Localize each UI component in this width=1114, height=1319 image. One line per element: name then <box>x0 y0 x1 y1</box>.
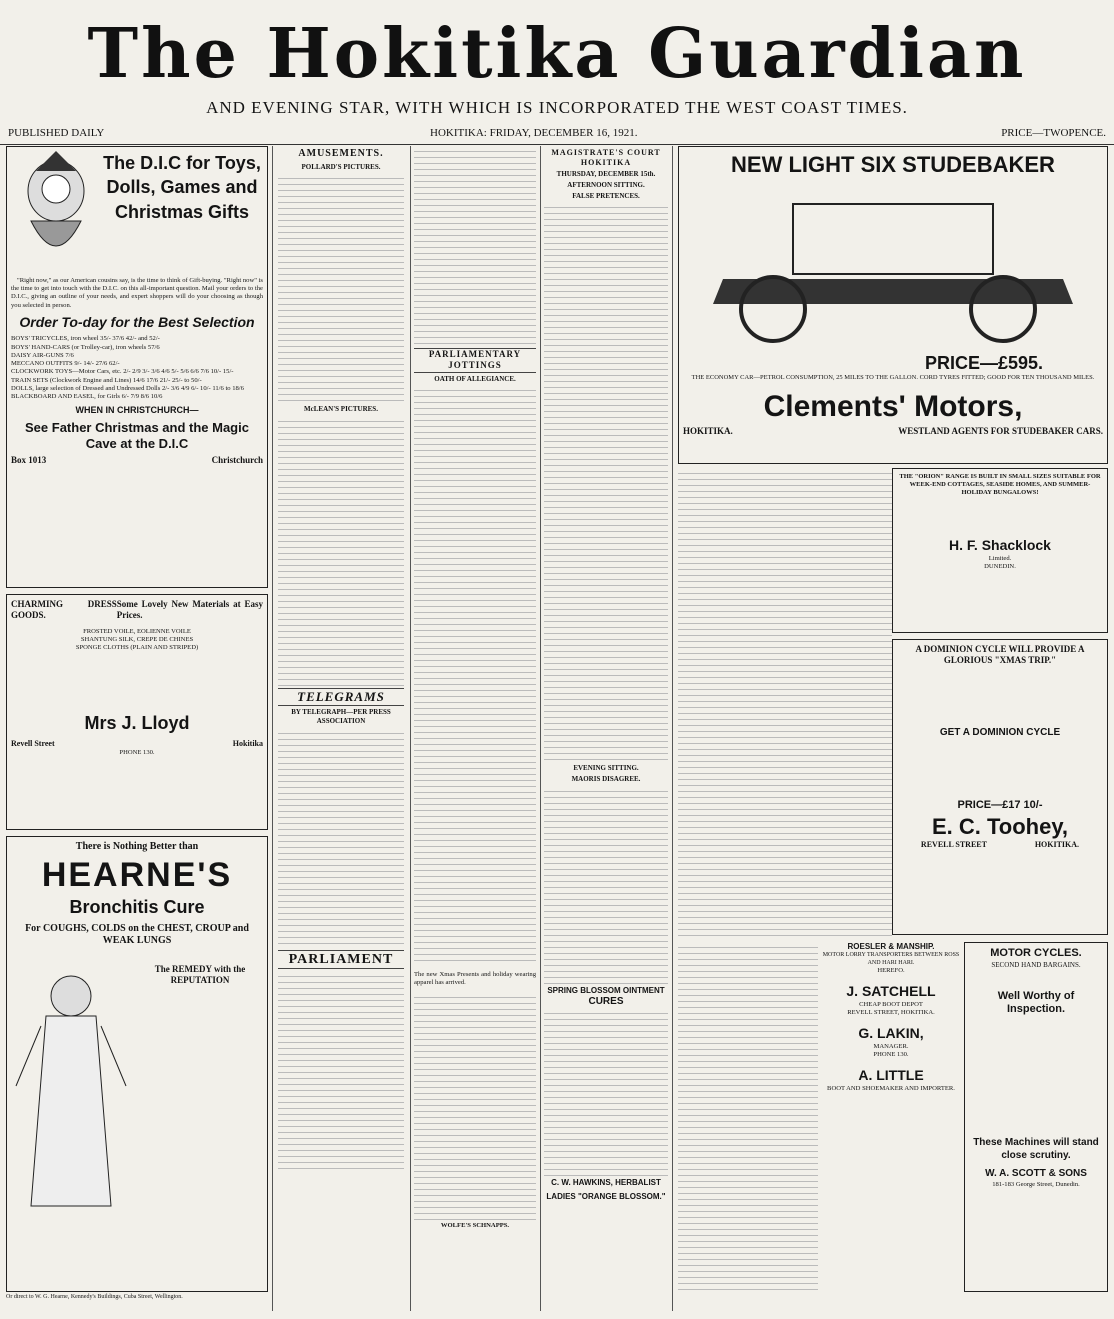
lakin-role: MANAGER. <box>873 1042 909 1050</box>
car-illustration-icon <box>683 179 1103 349</box>
lloyd-line: SHANTUNG SILK, CREPE DE CHINES <box>80 635 194 643</box>
satchell-street: REVELL STREET, HOKITIKA. <box>847 1008 935 1016</box>
article-text <box>278 971 404 1171</box>
dic-intro: "Right now," as our American cousins say, is the time to think of Gift-buying. "Right now" is the time to get into touch with the D.I.C. on this all-important question. Mail your orders to the D.I.C., giving an outline of your needs, and expert shoppers will do your choosing as though you selected in person. <box>11 277 263 309</box>
satchell-name: J. SATCHELL <box>846 983 936 1000</box>
lakin-name: G. LAKIN, <box>858 1025 924 1042</box>
price: PRICE—TWOPENCE. <box>1001 127 1106 139</box>
court-day: THURSDAY, DECEMBER 15th. <box>556 170 656 178</box>
dateline <box>0 124 1114 145</box>
column-1 <box>6 146 268 1311</box>
dic-item: TRAIN SETS (Clockwork Engine and Lines) 14/6 17/6 21/- 25/- to 50/- <box>11 376 202 384</box>
angel-figure-icon <box>11 956 131 1216</box>
roesler-sub: MOTOR LORRY TRANSPORTERS BETWEEN ROSS AND HARI HARI. <box>822 952 960 966</box>
dic-item: BLACKBOARD AND EASEL, for Girls 6/- 7/9 8/6 10/6 <box>11 393 163 401</box>
lloyd-name: Mrs J. Lloyd <box>84 713 190 734</box>
satchell-line: CHEAP BOOT DEPOT <box>859 1000 923 1008</box>
article-text <box>544 1008 668 1178</box>
hearne-for: For COUGHS, COLDS on the CHEST, CROUP and WEAK LUNGS <box>25 922 249 946</box>
shacklock-and-dominion <box>892 468 1108 938</box>
article-text <box>544 202 668 762</box>
dealer-agents: WESTLAND AGENTS FOR STUDEBAKER CARS. <box>898 425 1103 436</box>
hearne-lead: There is Nothing Better than <box>75 841 199 852</box>
roesler-place: HEREFO. <box>877 967 905 974</box>
column-4 <box>544 146 668 1311</box>
hearne-name: HEARNE'S <box>41 855 233 894</box>
cycles-these: These Machines will stand close scrutiny. <box>973 1137 1099 1161</box>
column-rule <box>540 146 541 1311</box>
lloyd-street: Revell Street <box>11 738 55 748</box>
shacklock-ltd: Limited. <box>988 554 1012 562</box>
masthead <box>0 0 1114 120</box>
column-rule <box>410 146 411 1311</box>
dominion-advert <box>892 639 1108 935</box>
article-text <box>678 468 892 938</box>
scott-name: W. A. SCOTT & SONS <box>985 1168 1087 1179</box>
cycles-head: MOTOR CYCLES. <box>990 947 1082 959</box>
column-3 <box>414 146 536 1311</box>
dic-header <box>11 151 263 271</box>
orange-blossom: LADIES "ORANGE BLOSSOM." <box>546 1192 666 1202</box>
xmas-notice: The new Xmas Presents and holiday wearing apparel has arrived. <box>414 971 536 987</box>
false-pretences: FALSE PRETENCES. <box>572 191 640 200</box>
maoris-disagree: MAORIS DISAGREE. <box>571 775 641 783</box>
evening-sitting: EVENING SITTING. <box>573 764 639 773</box>
dic-city: Christchurch <box>211 455 263 466</box>
middle-row <box>678 468 1108 938</box>
cycles-inspect: Well Worthy of Inspection. <box>997 989 1075 1016</box>
dominion-head: A DOMINION CYCLE WILL PROVIDE A GLORIOUS "XMAS TRIP." <box>915 644 1085 666</box>
shacklock-name: H. F. Shacklock <box>949 537 1051 554</box>
amusements-heading: AMUSEMENTS. <box>298 148 384 159</box>
published-daily: PUBLISHED DAILY <box>8 127 105 139</box>
studebaker-price: PRICE—£595. <box>924 352 1043 373</box>
dealer-name: Clements' Motors, <box>763 390 1023 424</box>
dic-item: DAISY AIR-GUNS 7/6 <box>11 351 74 359</box>
little-role: BOOT AND SHOEMAKER AND IMPORTER. <box>827 1084 955 1092</box>
local-ads <box>818 942 964 1292</box>
pollards-heading: POLLARD'S PICTURES. <box>301 162 381 171</box>
column-2 <box>278 146 404 1311</box>
studebaker-note: THE ECONOMY CAR—PETROL CONSUMPTION, 25 MILES TO THE GALLON. CORD TYRES FITTED; GOOD FOR TEN THOUSAND MILES. <box>691 374 1095 382</box>
toohey-town: HOKITIKA. <box>1034 840 1080 850</box>
lloyd-line: FROSTED VOILE, EOLIENNE VOILE <box>83 627 191 635</box>
lloyd-tag: Some Lovely New Materials at Easy Prices. <box>116 599 263 621</box>
column-5 <box>678 146 1108 1311</box>
dominion-price: PRICE—£17 10/- <box>957 799 1043 811</box>
issue-date: HOKITIKA: FRIDAY, DECEMBER 16, 1921. <box>430 127 638 139</box>
hawkins: C. W. HAWKINS, HERBALIST <box>551 1178 661 1188</box>
lloyd-phone: PHONE 130. <box>119 748 155 756</box>
article-text <box>278 173 404 403</box>
lloyd-line: SPONGE CLOTHS (PLAIN AND STRIPED) <box>75 643 199 651</box>
dic-item: BOYS' HAND-CARS (or Trolley-car), iron wheels 57/6 <box>11 343 160 351</box>
column-rule <box>672 146 673 1311</box>
shacklock-place: DUNEDIN. <box>984 563 1016 571</box>
schnapps-notice: WOLFE'S SCHNAPPS. <box>440 1221 510 1229</box>
dominion-get: GET A DOMINION CYCLE <box>939 726 1061 738</box>
hearne-footer: Or direct to W. G. Hearne, Kennedy's Buildings, Cuba Street, Wellington. <box>6 1294 183 1300</box>
scott-address: 181-183 George Street, Dunedin. <box>992 1180 1080 1188</box>
hearne-advert <box>6 836 268 1292</box>
dic-advert <box>6 146 268 588</box>
lloyd-list <box>11 628 263 653</box>
bottom-row <box>678 942 1108 1292</box>
dic-item: CLOCKWORK TOYS—Motor Cars, etc. 2/- 2/9 3/- 3/6 4/6 5/- 5/6 6/6 7/6 10/- 15/- <box>11 368 234 376</box>
article-text <box>414 146 536 346</box>
jottings-heading: PARLIAMENTARY JOTTINGS <box>414 348 536 373</box>
article-text <box>544 786 668 986</box>
hearne-remedy: The REMEDY with the REPUTATION <box>154 963 246 985</box>
article-text <box>414 385 536 965</box>
oath-heading: OATH OF ALLEGIANCE. <box>434 374 516 383</box>
dic-headline: The D.I.C for Toys, Dolls, Games and Christmas Gifts <box>103 153 261 222</box>
dic-item: DOLLS, large selection of Dressed and Undressed Dolls 2/- 3/6 4/9 6/- 10/- 11/6 to 18/6 <box>11 384 244 392</box>
newspaper-subtitle: AND EVENING STAR, WITH WHICH IS INCORPORATED THE WEST COAST TIMES. <box>206 98 908 117</box>
lloyd-address <box>11 739 263 749</box>
dic-father-christmas: See Father Christmas and the Magic Cave at the D.I.C <box>25 419 249 451</box>
court-afternoon: AFTERNOON SITTING. <box>567 180 645 189</box>
dic-item: BOYS' TRICYCLES, iron wheel 35/- 37/6 42/- and 52/- <box>11 335 160 343</box>
parliament-heading: PARLIAMENT <box>278 950 404 970</box>
shacklock-text: THE "ORION" RANGE IS BUILT IN SMALL SIZES SUITABLE FOR WEEK-END COTTAGES, SEASIDE HOMES, AND SUMMER-HOLIDAY BUNGALOWS! <box>899 473 1101 497</box>
studebaker-head: NEW LIGHT SIX STUDEBAKER <box>731 152 1055 177</box>
spring-blossom: SPRING BLOSSOM OINTMENT <box>547 985 665 995</box>
roesler-head: ROESLER & MANSHIP. <box>847 942 935 951</box>
lloyd-title: CHARMING DRESS GOODS. <box>11 599 117 621</box>
dic-order: Order To-day for the Best Selection <box>19 313 255 330</box>
dic-when: WHEN IN CHRISTCHURCH— <box>75 405 199 416</box>
little-name: A. LITTLE <box>858 1067 924 1084</box>
column-rule <box>272 146 273 1311</box>
motor-cycles-advert <box>964 942 1108 1292</box>
article-text <box>278 416 404 686</box>
lloyd-header <box>11 599 263 622</box>
hearne-body <box>11 956 263 1216</box>
dealer-town: HOKITIKA. <box>683 425 733 436</box>
toohey-address <box>897 840 1103 850</box>
toohey-name: E. C. Toohey, <box>931 813 1069 839</box>
dic-item: MECCANO OUTFITS 9/- 14/- 27/6 62/- <box>11 360 120 368</box>
telegrams-heading: TELEGRAMS <box>278 688 404 706</box>
lloyd-town: Hokitika <box>232 738 263 748</box>
article-text <box>414 992 536 1222</box>
studebaker-advert <box>678 146 1108 464</box>
toohey-street: REVELL STREET <box>920 840 987 850</box>
shacklock-advert <box>892 468 1108 633</box>
cures: CURES <box>588 995 624 1007</box>
cycles-sub: SECOND HAND BARGAINS. <box>991 960 1081 969</box>
court-heading: MAGISTRATE'S COURT HOKITIKA <box>551 148 661 167</box>
press-assoc: BY TELEGRAPH—PER PRESS ASSOCIATION <box>291 708 391 725</box>
lloyd-advert <box>6 594 268 830</box>
hearne-product: Bronchitis Cure <box>69 897 205 917</box>
article-text <box>278 728 404 948</box>
dealer-address <box>683 426 1103 437</box>
mcleans-heading: McLEAN'S PICTURES. <box>304 405 378 414</box>
dic-footer <box>11 455 263 466</box>
article-text <box>678 942 818 1292</box>
lakin-phone: PHONE 130. <box>873 1050 909 1058</box>
newspaper-title: The Hokitika Guardian <box>87 14 1027 94</box>
santa-icon <box>11 151 101 271</box>
dic-box: Box 1013 <box>11 455 47 466</box>
